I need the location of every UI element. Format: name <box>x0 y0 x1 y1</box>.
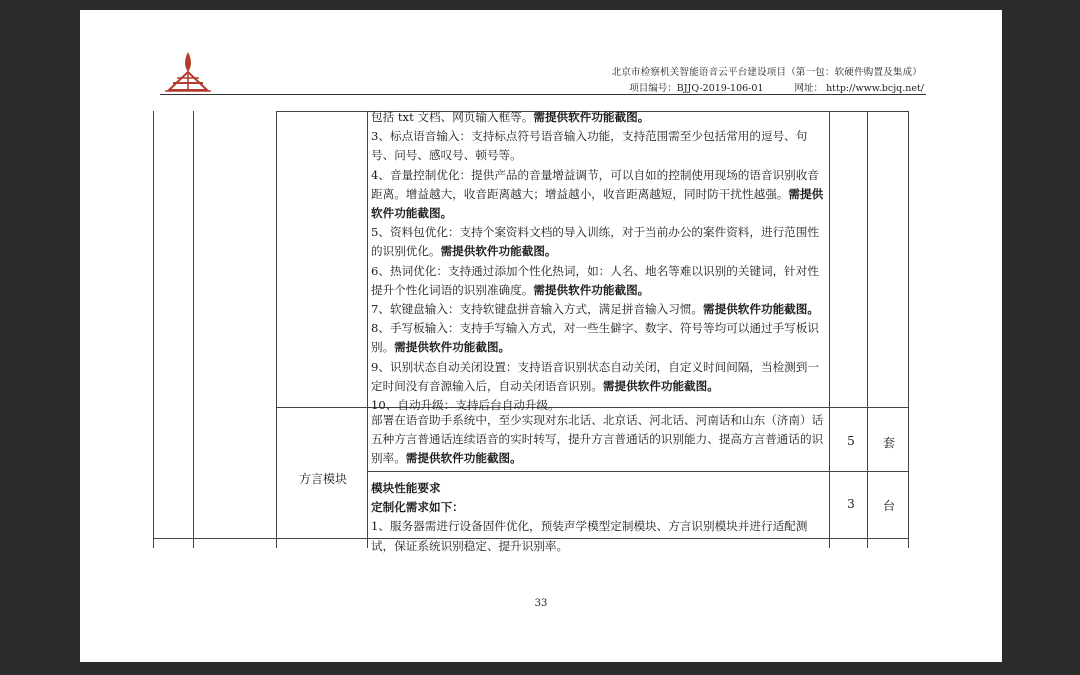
table-border <box>867 111 868 548</box>
requirement-line: 模块性能要求 <box>371 481 441 495</box>
table-border <box>276 111 277 548</box>
header-divider <box>160 94 926 95</box>
document-page <box>80 10 1002 662</box>
requirement-line: 5、资料包优化：支持个案资料文档的导入训练，对于当前办公的案件资料，进行范围性的识别优化。需提供软件功能截图。 <box>371 225 819 259</box>
table-border <box>367 471 908 472</box>
requirement-cell <box>371 411 827 469</box>
table-border <box>908 111 909 548</box>
requirement-line: 3、标点语音输入：支持标点符号语音输入功能，支持范围需至少包括常用的逗号、句号、问号、感叹号、顿号等。 <box>371 129 808 163</box>
requirement-cell <box>371 479 827 556</box>
module-name: 方言模块 <box>298 472 347 486</box>
table-border <box>193 111 194 548</box>
requirement-cell <box>371 108 827 415</box>
requirement-line: 8、手写板输入：支持手写输入方式，对一些生僻字、数字、符号等均可以通过手写板识别。需提供软件功能截图。 <box>371 321 819 355</box>
page-number: 33 <box>534 598 548 609</box>
website-label: 网址： <box>794 83 824 94</box>
unit-cell: 台 <box>882 499 895 513</box>
requirement-line: 1、服务器需进行设备固件优化，预装声学模型定制模块、方言识别模块并进行适配测试，保证系统识别稳定、提升识别率。 <box>371 519 808 553</box>
project-meta <box>629 80 924 94</box>
requirement-line: 9、识别状态自动关闭设置：支持语音识别状态自动关闭，自定义时间间隔，当检测到一定时间没有音源输入后，自动关闭语音识别。需提供软件功能截图。 <box>371 359 819 393</box>
website-link[interactable]: http://www.bcjq.net/ <box>826 83 924 94</box>
requirement-line: 4、音量控制优化：提供产品的音量增益调节，可以自如的控制使用现场的语音识别收音距离。增益越大，收音距离越大；增益越小，收音距离越短，同时防干扰性越强。需提供软件功能截图。 <box>371 167 824 221</box>
project-no: BJJQ-2019-106-01 <box>676 83 764 94</box>
quantity-cell: 3 <box>847 497 855 511</box>
project-no-label: 项目编号： <box>629 83 677 94</box>
unit-cell: 套 <box>882 436 895 450</box>
requirement-line: 部署在语音助手系统中，至少实现对东北话、北京话、河北话、河南话和山东（济南）话五种方言普通话连续语音的实时转写，提升方言普通话的识别能力、提高方言普通话的识别率。需提供软件功能截图。 <box>371 413 824 466</box>
requirement-line: 7、软键盘输入：支持软键盘拼音输入方式，满足拼音输入习惯。需提供软件功能截图。 <box>371 302 819 317</box>
table-border <box>153 111 154 548</box>
requirement-line: 10、自动升级：支持后台自动升级。 <box>371 398 560 413</box>
quantity-cell: 5 <box>847 434 855 448</box>
company-logo-icon <box>163 50 213 92</box>
requirement-line: 定制化需求如下： <box>371 500 464 515</box>
project-title: 北京市检察机关智能语音云平台建设项目（第一包：软硬件购置及集成） <box>611 67 922 78</box>
table-border <box>829 111 830 548</box>
requirement-line: 6、热词优化：支持通过添加个性化热词，如：人名、地名等难以识别的关键词，针对性提升个性化词语的识别准确度。需提供软件功能截图。 <box>371 263 819 297</box>
requirement-line: 包括 txt 文档、网页输入框等。需提供软件功能截图。 <box>371 110 650 124</box>
